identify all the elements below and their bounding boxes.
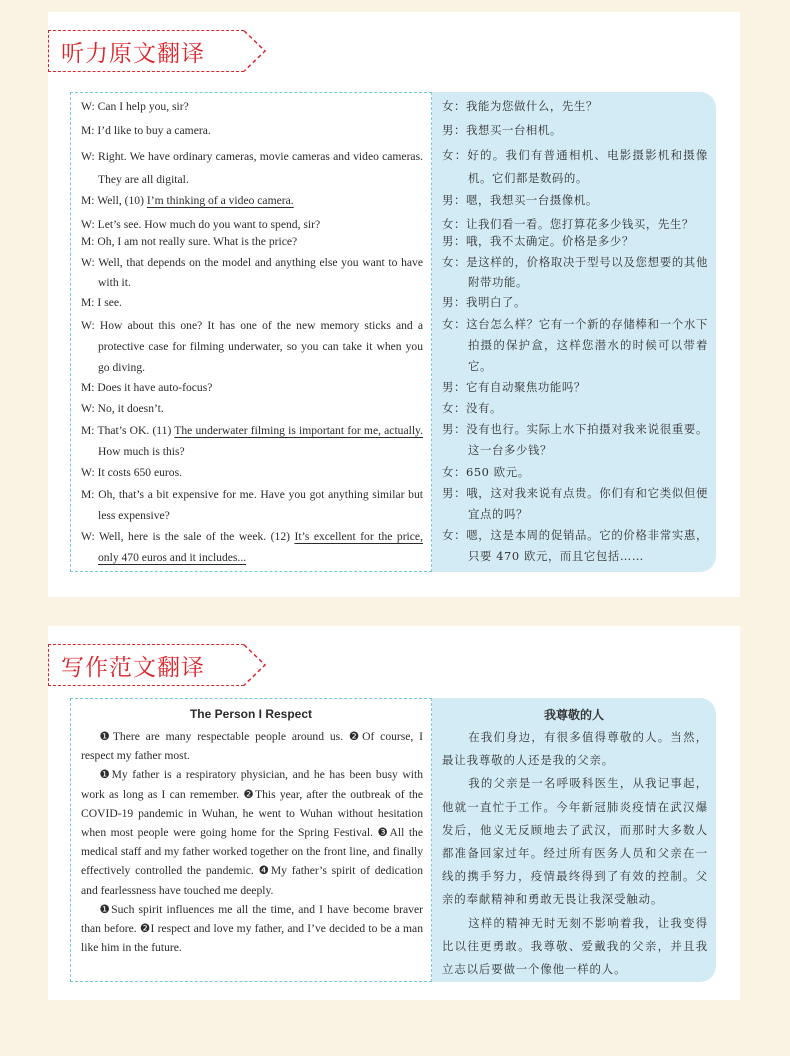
en-line-pre: W: Well, here is the sale of the week. (12) [81,530,295,543]
heading-arrow-icon [244,644,266,686]
en-line [81,191,423,211]
essay-paragraph: ❶Such spirit influences me all the time, and I have become braver than before. ❷I respect and love my father, and I’ve decided to be a man like him in the future. [81,902,423,955]
zh-line: 男：我明白了。 [442,295,526,309]
answer-underline: It’s excellent for the price, only 470 euros and it includes... [98,530,423,564]
listening-heading: 听力原文翻译 [61,40,205,67]
zh-line: 男：没有也行。实际上水下拍摄对我来说很重要。这一台多少钱？ [442,422,708,457]
listening-heading-tag [48,30,244,72]
essay-paragraph: 这样的精神无时无刻不影响着我，让我变得比以往更勇敢。我尊敬、爱戴我的父亲，并且我立志以后要做一个像他一样的人。 [442,915,708,977]
writing-card [48,626,740,1000]
essay-paragraph: ❶There are many respectable people around us. ❷Of course, I respect my father most. [81,730,423,763]
zh-line: 男：哦，这对我来说有点贵。你们有和它类似但便宜点的吗？ [442,486,708,521]
zh-line: 女：嗯，这是本周的促销品。它的价格非常实惠，只要 470 欧元，而且它包括…… [442,528,708,563]
listening-english-column [70,92,432,572]
en-line: M: I see. [81,296,122,309]
en-line-pre: M: That’s OK. (11) [81,424,175,437]
listening-card [48,12,740,597]
en-line: W: No, it doesn’t. [81,402,164,415]
essay-paragraph: ❶My father is a respiratory physician, and he has been busy with work as long as I can remember. ❷This year, after the outbreak of the COVID-19 pandemic in Wuhan, he went to Wuhan without hesitation when most people were going home for the Spring Festival. ❸All the medical staff and my father worked together on the front line, and finally effectively controlled the pandemic. ❹My father’s spirit of dedication and fearlessness have touched me deeply. [81,768,423,897]
en-line: W: How about this one? It has one of the new memory sticks and a protective case for filming underwater, so you can take it when you go diving. [81,319,423,374]
en-line [81,526,423,568]
en-line: M: Does it have auto-focus? [81,381,213,394]
answer-underline: The underwater filming is important for me, actually. [174,424,424,437]
zh-line: 男：我想买一台相机。 [442,123,562,137]
essay-body-zh [442,726,708,981]
essay-paragraph: 我的父亲是一名呼吸科医生，从我记事起，他就一直忙于工作。今年新冠肺炎疫情在武汉爆发后，他义无反顾地去了武汉，而那时大多数人都准备回家过年。经过所有医务人员和父亲在一线的携手努力，疫情最终得到了有效的控制。父亲的奉献精神和勇敢无畏让我深受触动。 [442,776,708,907]
zh-line: 女：这台怎么样？它有一个新的存储棒和一个水下拍摄的保护盒，这样您潜水的时候可以带着它。 [442,317,708,373]
zh-line: 男：嗯，我想买一台摄像机。 [442,193,598,207]
writing-columns [70,698,716,982]
zh-line: 男：哦，我不太确定。价格是多少？ [442,234,634,248]
zh-line: 女：没有。 [442,401,502,415]
essay-body-en [81,727,423,957]
answer-underline: I’m thinking of a video camera. [146,194,294,207]
essay-title-zh: 我尊敬的人 [543,708,604,722]
en-line [81,420,423,462]
essay-title-en: The Person I Respect [189,707,313,721]
en-line: M: Oh, I am not really sure. What is the price? [81,235,298,248]
writing-heading-tag [48,644,244,686]
zh-line: 男：它有自动聚焦功能吗？ [442,380,586,394]
heading-arrow-icon [244,30,266,72]
en-line: M: I’d like to buy a camera. [81,124,211,137]
en-line-pre: M: Well, (10) [81,194,147,207]
en-line: W: Can I help you, sir? [81,100,189,113]
en-line: W: Well, that depends on the model and anything else you want to have with it. [81,256,423,289]
zh-line: 女：好的。我们有普通相机、电影摄影机和摄像机。它们都是数码的。 [442,148,708,185]
zh-line: 女：650 欧元。 [442,465,530,479]
essay-paragraph: 在我们身边，有很多值得尊敬的人。当然，最让我尊敬的人还是我的父亲。 [442,730,708,768]
zh-line: 女：我能为您做什么，先生？ [442,99,598,113]
writing-heading: 写作范文翻译 [61,654,205,681]
writing-chinese-column [432,698,716,982]
listening-chinese-column [432,92,716,572]
en-line-post: How much is this? [98,445,185,458]
listening-columns [70,92,716,572]
en-line: W: Right. We have ordinary cameras, movie cameras and video cameras. They are all digital. [81,150,423,186]
en-line: M: Oh, that’s a bit expensive for me. Have you got anything similar but less expensive? [81,488,423,522]
zh-line: 女：是这样的，价格取决于型号以及您想要的其他附带功能。 [442,255,708,289]
en-line: W: It costs 650 euros. [81,466,182,479]
writing-english-column [70,698,432,982]
en-line: W: Let’s see. How much do you want to spend, sir? [81,218,321,231]
zh-line: 女：让我们看一看。您打算花多少钱买，先生？ [442,217,694,231]
